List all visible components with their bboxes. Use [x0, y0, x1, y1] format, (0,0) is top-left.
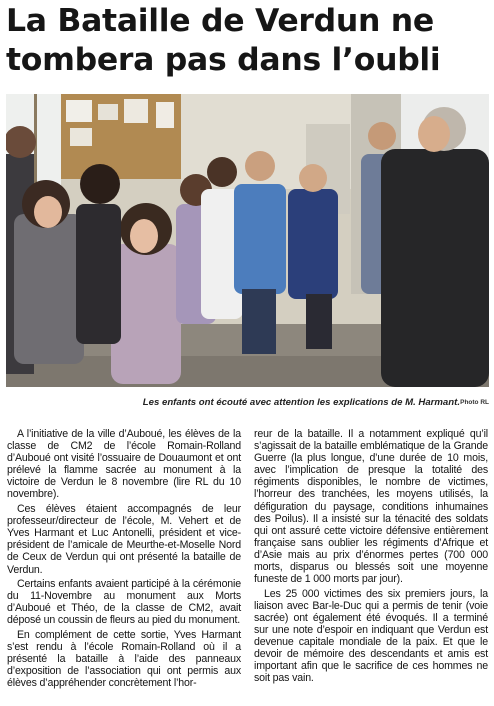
paragraph: Les 25 000 victimes des six premiers jours, la liaison avec Bar-le-Duc qui a permis de tenir (voie sacrée) ont également été évoqués. Il a terminé sur une note d’espoir en indiquant que Verdun est devenue capitale mondiale de la paix. Et que le devoir de mémoire des descendants et amis est important afin que le sacrifice de ces hommes ne soit pas vain.	[254, 587, 488, 685]
paragraph: Ces élèves étaient accompagnés de leur professeur/directeur de l’école, M. Vehert et de Yves Harmant et Luc Antonelli, président et vice-président de l’amicale de Meurthe-et-Moselle Nord de Ceux de Verdun qui ont présenté la bataille de Verdun.	[7, 503, 241, 576]
article-headline	[6, 2, 490, 80]
paragraph: A l’initiative de la ville d’Auboué, les élèves de la classe de CM2 de l’école Romain-Rolland d’Auboué ont visité l’ossuaire de Douaumont et ont prélevé la flamme sacrée au monument à la victoire de Verdun le 8 novembre (lire RL du 10 novembre).	[7, 428, 241, 501]
headline-line-1: La Bataille de Verdun ne	[6, 3, 434, 39]
paragraph: Certains enfants avaient participé à la cérémonie du 11-Novembre au monument aux Morts d’Auboué et Théo, de la classe de CM2, avait déposé un coussin de fleurs au pied du monument.	[7, 578, 241, 627]
classroom-photo-icon	[6, 94, 489, 387]
paragraph: En complément de cette sortie, Yves Harmant s’est rendu à l’école Romain-Rolland où il a présenté la bataille à l’aide des panneaux d’exposition de l’association qui ont permis aux élèves d’appréhender concrètement l’hor-	[7, 629, 241, 690]
headline-line-2: tombera pas dans l’oubli	[6, 42, 441, 78]
paragraph: reur de la bataille. Il a notamment expliqué qu’il s’agissait de la bataille emblématique de la Grande Guerre (la plus longue, d’une durée de 10 mois, avec l’implication de presque la totalité des régiments disponibles, le nombre de victimes, l’horreur des tranchées, les moyens utilisés, la défiguration du paysage, conditions inhumaines des Poilus). Il a insisté sur la ténacité des soldats qui ont assuré cette victoire défensive entièrement française sans oublier les régiments d’Afrique et d’Asie mais au prix d’énormes pertes (700 000 morts, disparus ou blessés soit une moyenne funeste de 1 000 morts par jour).	[254, 428, 488, 586]
photo-caption: Les enfants ont écouté avec attention les explications de M. Harmant.	[142, 397, 460, 408]
article-column-right	[254, 428, 488, 687]
photo-credit: Photo RL	[460, 399, 489, 406]
article-photo	[6, 94, 489, 387]
photo-caption-row	[6, 397, 490, 413]
article-column-left	[7, 428, 241, 692]
